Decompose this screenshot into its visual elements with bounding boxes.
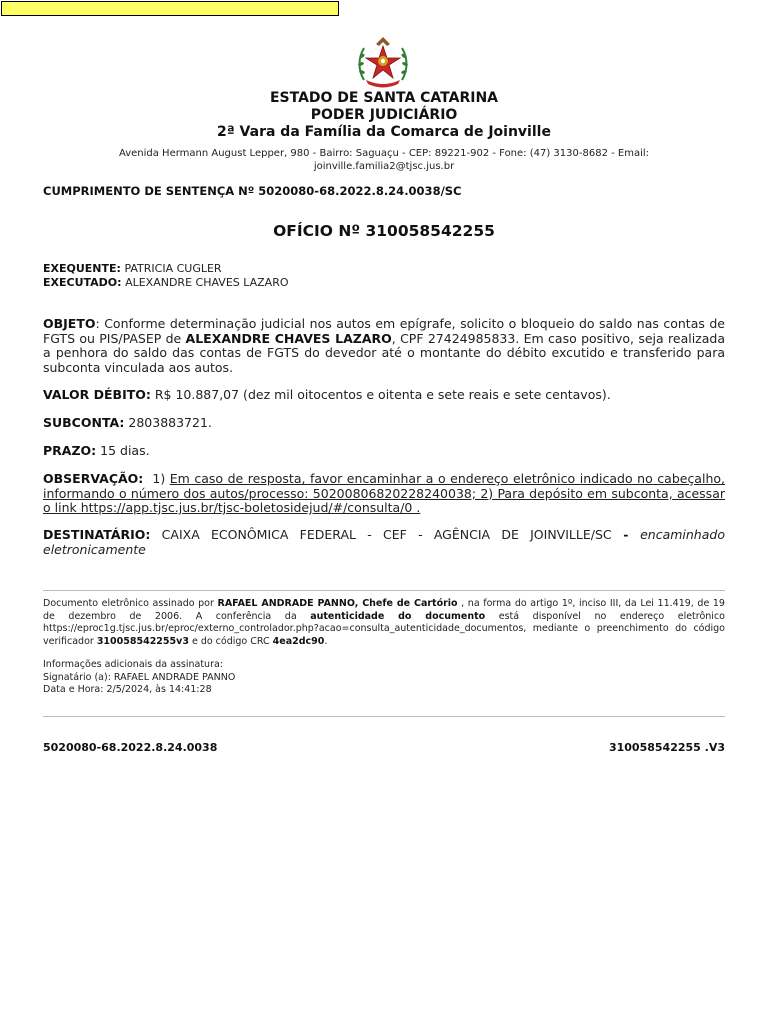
exequente-line: EXEQUENTE: PATRICIA CUGLER	[43, 262, 222, 275]
subconta: SUBCONTA: 2803883721.	[43, 415, 212, 430]
valor-debito: VALOR DÉBITO: R$ 10.887,07 (dez mil oitocentos e oitenta e sete reais e sete centavos).	[43, 387, 611, 402]
footer-document-code: 310058542255 .V3	[608, 741, 725, 754]
divider	[43, 716, 725, 717]
signature-info: Informações adicionais da assinatura: Signatário (a): RAFAEL ANDRADE PANNO Data e Hora: 2/5/2024, às 14:41:28	[43, 659, 236, 695]
executado-line: EXECUTADO: ALEXANDRE CHAVES LAZARO	[43, 276, 289, 289]
signature-block: Documento eletrônico assinado por RAFAEL ANDRADE PANNO, Chefe de Cartório , na forma do artigo 1º, inciso III, da Lei 11.419, de 19 de dezembro de 2006. A conferência da autenticidade do documento está disponível no endereço eletrônico https://eproc1g.tjsc.jus.br/eproc/externo_controlador.php?acao=consulta_autenticidade_documentos, mediante o preenchimento do código verificador 310058542255v3 e do código CRC 4ea2dc90.	[43, 598, 725, 647]
oficio-title: OFÍCIO Nº 310058542255	[273, 222, 495, 240]
divider	[43, 590, 725, 591]
process-title: CUMPRIMENTO DE SENTENÇA Nº 5020080-68.2022.8.24.0038/SC	[43, 184, 462, 198]
state-name: ESTADO DE SANTA CATARINA	[269, 90, 499, 106]
court-name: 2ª Vara da Família da Comarca de Joinville	[217, 124, 551, 140]
destinatario: DESTINATÁRIO: CAIXA ECONÔMICA FEDERAL - CEF - AGÊNCIA DE JOINVILLE/SC - encaminhado eletronicamente	[43, 527, 725, 557]
observacao-link-text[interactable]: Em caso de resposta, favor encaminhar a o endereço eletrônico indicado no cabeçalho, informando o número dos autos/processo: 50200806820228240038; 2) Para depósito em subconta, acessar o link https://app.tjsc.jus.br/tjsc-boletosidejud/#/consulta/0 .	[43, 471, 725, 515]
observacao-paragraph: OBSERVAÇÃO: 1) Em caso de resposta, favor encaminhar a o endereço eletrônico indicado no cabeçalho, informando o número dos autos/processo: 50200806820228240038; 2) Para depósito em subconta, acessar o link https://app.tjsc.jus.br/tjsc-boletosidejud/#/consulta/0 .	[43, 471, 725, 515]
judicial-power: PODER JUDICIÁRIO	[310, 107, 458, 123]
court-address: Avenida Hermann August Lepper, 980 - Bairro: Saguaçu - CEP: 89221-902 - Fone: (47) 3130-8682 - Email: joinville.familia2@tjsc.jus.br	[118, 148, 650, 172]
objeto-paragraph: OBJETO: Conforme determinação judicial nos autos em epígrafe, solicito o bloqueio do saldo nas contas de FGTS ou PIS/PASEP de ALEXANDRE CHAVES LAZARO, CPF 27424985833. Em caso positivo, seja realizada a penhora do saldo das contas de FGTS do devedor até o montante do débito excutido e transferido para subconta vinculada aos autos.	[43, 316, 725, 375]
prazo: PRAZO: 15 dias.	[43, 443, 150, 458]
highlight-bar	[1, 1, 339, 16]
parties-block	[43, 262, 289, 290]
state-coat-of-arms-icon	[354, 34, 412, 90]
footer-process-number: 5020080-68.2022.8.24.0038	[43, 741, 218, 754]
